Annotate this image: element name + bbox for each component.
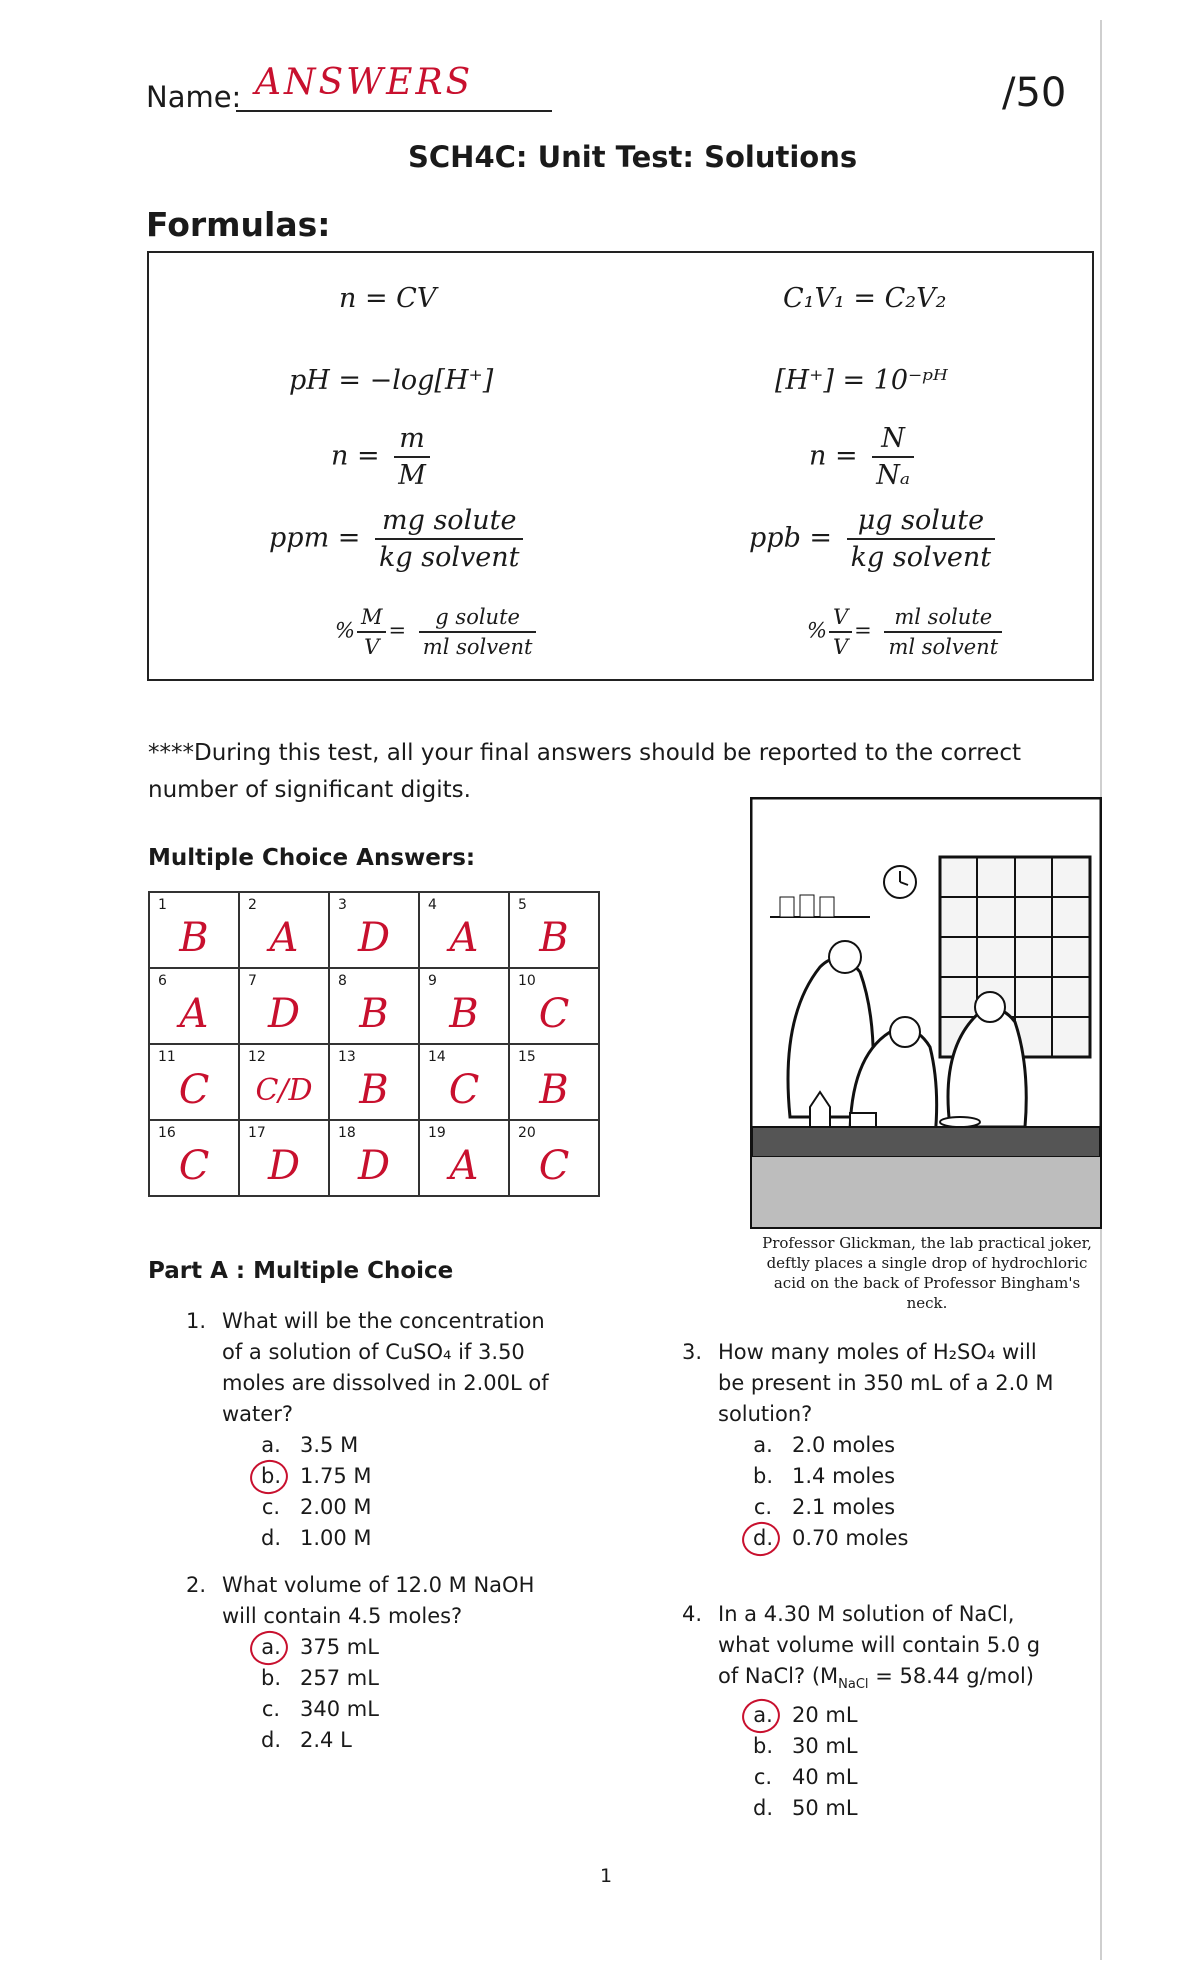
page-number: 1 <box>600 1865 613 1887</box>
grid-cell <box>419 892 509 968</box>
denominator: V <box>364 635 380 659</box>
formula-mass-volume-percent <box>335 605 542 659</box>
grid-cell <box>239 892 329 968</box>
grid-cell <box>509 1120 599 1196</box>
cell-answer: B <box>539 1067 569 1113</box>
formulas-heading: Formulas: <box>146 205 331 244</box>
cell-number: 17 <box>248 1125 266 1141</box>
question-number: 2. <box>186 1573 207 1597</box>
cell-number: 10 <box>518 973 536 989</box>
cell-answer: A <box>449 1143 479 1189</box>
formula-lhs: n = <box>331 440 380 472</box>
option-value: 340 mL <box>300 1697 379 1721</box>
cell-number: 9 <box>428 973 437 989</box>
fraction <box>847 505 995 573</box>
question-number: 4. <box>682 1602 703 1626</box>
denominator: Nₐ <box>876 460 910 491</box>
cell-answer: B <box>449 991 479 1037</box>
cell-answer: D <box>357 1143 391 1189</box>
cell-answer: C <box>178 1143 210 1189</box>
grid-cell <box>509 1044 599 1120</box>
option-value: 257 mL <box>300 1666 379 1690</box>
option-letter: c. <box>261 1495 281 1519</box>
cell-number: 5 <box>518 897 527 913</box>
option-letter: a. <box>753 1703 773 1728</box>
name-handwritten-answer: ANSWERS <box>255 62 474 103</box>
mc-answers-heading: Multiple Choice Answers: <box>148 845 476 871</box>
denominator: kg solvent <box>850 542 992 573</box>
formula-n-particles <box>809 423 920 491</box>
option-letter: d. <box>260 1728 281 1752</box>
formula-ppb <box>749 505 1001 573</box>
cell-number: 4 <box>428 897 437 913</box>
option-letter: b. <box>752 1734 773 1759</box>
option-value: 375 mL <box>300 1635 379 1659</box>
question-2 <box>186 1570 566 1756</box>
fraction <box>872 423 914 491</box>
cell-number: 11 <box>158 1049 176 1065</box>
grid-cell <box>329 1044 419 1120</box>
numerator: m <box>394 423 430 458</box>
cell-number: 2 <box>248 897 257 913</box>
option-letter: c. <box>261 1697 281 1721</box>
question-text-end: = 58.44 g/mol) <box>868 1664 1034 1688</box>
cell-answer: B <box>539 915 569 961</box>
formula-ph: pH = −log[H⁺] <box>289 365 494 396</box>
cell-answer: B <box>359 991 389 1037</box>
option-a <box>748 1700 1062 1731</box>
question-1 <box>186 1306 566 1554</box>
cell-number: 13 <box>338 1049 356 1065</box>
question-text-block <box>186 1306 566 1430</box>
grid-row <box>149 1044 599 1120</box>
sig-figs-note: ****During this test, all your final answers should be reported to the correct number of significant digits. <box>148 740 1022 803</box>
option-value: 3.5 M <box>300 1433 359 1457</box>
formula-ppm <box>269 505 529 573</box>
cell-answer: D <box>267 1143 301 1189</box>
grid-row <box>149 892 599 968</box>
numerator: M <box>357 605 387 633</box>
option-value: 2.4 L <box>300 1728 352 1752</box>
option-letter: d. <box>260 1526 281 1550</box>
formula-dilution: C₁V₁ = C₂V₂ <box>783 283 947 314</box>
formula-lhs: ppm = <box>269 522 361 554</box>
total-score: /50 <box>1002 70 1067 116</box>
option-letter: d. <box>752 1796 773 1821</box>
option-a <box>256 1632 566 1663</box>
option-letter: a. <box>261 1433 281 1457</box>
grid-cell <box>419 1044 509 1120</box>
cell-answer: D <box>357 915 391 961</box>
formula-box <box>147 251 1094 681</box>
fraction <box>419 605 537 659</box>
cell-number: 20 <box>518 1125 536 1141</box>
denominator: V <box>832 635 849 659</box>
cell-number: 3 <box>338 897 347 913</box>
cell-answer: A <box>179 991 209 1037</box>
option-value: 2.00 M <box>300 1495 372 1519</box>
question-text-main: In a 4.30 M solution of NaCl, what volume will contain 5.0 g of NaCl? (M <box>718 1602 1041 1688</box>
cell-answer: C <box>538 991 570 1037</box>
option-value: 1.75 M <box>300 1464 372 1488</box>
option-letter: d. <box>752 1526 773 1550</box>
option-a <box>256 1430 566 1461</box>
answer-options <box>748 1430 1062 1554</box>
grid-cell <box>329 892 419 968</box>
option-value: 20 mL <box>792 1703 858 1728</box>
option-c <box>748 1762 1062 1793</box>
formula-volume-volume-percent <box>807 605 1008 659</box>
option-value: 2.0 moles <box>792 1433 896 1457</box>
fraction <box>829 605 852 659</box>
option-d <box>748 1793 1062 1824</box>
cell-answer: A <box>449 915 479 961</box>
option-letter: c. <box>753 1495 773 1519</box>
option-d <box>256 1725 566 1756</box>
cartoon-caption: Professor Glickman, the lab practical joker, deftly places a single drop of hydrochloric acid on the back of Professor Bingham's neck. <box>762 1234 1092 1312</box>
answer-options <box>256 1632 566 1756</box>
cell-number: 15 <box>518 1049 536 1065</box>
option-letter: c. <box>753 1765 773 1790</box>
option-value: 1.4 moles <box>792 1464 896 1488</box>
cell-number: 7 <box>248 973 257 989</box>
question-text-block <box>186 1570 566 1632</box>
grid-cell <box>239 1120 329 1196</box>
question-text-block <box>682 1599 1062 1700</box>
cell-answer: A <box>269 915 299 961</box>
question-4 <box>682 1599 1062 1824</box>
option-d <box>748 1523 1062 1554</box>
option-b <box>748 1731 1062 1762</box>
cell-number: 14 <box>428 1049 446 1065</box>
option-value: 1.00 M <box>300 1526 372 1550</box>
fraction <box>394 423 430 491</box>
formula-lhs: ppb = <box>749 522 833 554</box>
grid-cell <box>239 1044 329 1120</box>
grid-row <box>149 1120 599 1196</box>
percent-sign: % <box>335 618 355 643</box>
question-text-block <box>682 1337 1062 1430</box>
grid-cell <box>149 892 239 968</box>
equals-sign: = <box>854 618 872 643</box>
option-letter: b. <box>260 1666 281 1690</box>
denominator: kg solvent <box>378 542 520 573</box>
grid-cell <box>419 1120 509 1196</box>
cell-answer: B <box>179 915 209 961</box>
grid-row <box>149 968 599 1044</box>
numerator: g solute <box>419 605 537 633</box>
formula-lhs: n = <box>809 440 858 472</box>
test-title: SCH4C: Unit Test: Solutions <box>408 140 858 174</box>
cell-answer: C <box>178 1067 210 1113</box>
percent-sign: % <box>807 618 827 643</box>
option-value: 40 mL <box>792 1765 858 1790</box>
cell-number: 16 <box>158 1125 176 1141</box>
grid-cell <box>419 968 509 1044</box>
option-letter: b. <box>752 1464 773 1488</box>
lab-cartoon-illustration <box>750 797 1102 1229</box>
option-letter: a. <box>753 1433 773 1457</box>
cell-number: 19 <box>428 1125 446 1141</box>
molar-mass-subscript: NaCl <box>838 1677 869 1693</box>
fraction <box>884 605 1002 659</box>
answer-options <box>748 1700 1062 1824</box>
question-text <box>718 1599 1062 1700</box>
question-text: What volume of 12.0 M NaOH will contain 4.5 moles? <box>222 1573 535 1628</box>
question-3 <box>682 1337 1062 1554</box>
fraction <box>375 505 523 573</box>
cell-number: 1 <box>158 897 167 913</box>
mc-answers-grid <box>148 891 600 1197</box>
option-value: 2.1 moles <box>792 1495 896 1519</box>
grid-cell <box>149 1044 239 1120</box>
name-label: Name: <box>146 80 242 114</box>
grid-cell <box>509 892 599 968</box>
cell-answer: D <box>267 991 301 1037</box>
cell-answer: C <box>538 1143 570 1189</box>
cell-number: 8 <box>338 973 347 989</box>
numerator: mg solute <box>375 505 523 540</box>
option-c <box>256 1492 566 1523</box>
numerator: ml solute <box>884 605 1002 633</box>
grid-cell <box>329 968 419 1044</box>
cell-number: 6 <box>158 973 167 989</box>
formula-n-m-over-molar <box>331 423 436 491</box>
grid-cell <box>329 1120 419 1196</box>
option-c <box>256 1694 566 1725</box>
denominator: M <box>398 460 426 491</box>
option-c <box>748 1492 1062 1523</box>
cell-answer: C/D <box>255 1073 313 1108</box>
formula-h-concentration: [H⁺] = 10⁻ᵖᴴ <box>775 365 948 396</box>
cell-answer: C <box>448 1067 480 1113</box>
question-text: How many moles of H₂SO₄ will be present in 350 mL of a 2.0 M solution? <box>718 1340 1054 1426</box>
numerator: V <box>829 605 852 633</box>
fraction <box>357 605 387 659</box>
option-b <box>748 1461 1062 1492</box>
cell-number: 18 <box>338 1125 356 1141</box>
option-b <box>256 1663 566 1694</box>
cell-number: 12 <box>248 1049 266 1065</box>
answer-options <box>256 1430 566 1554</box>
option-letter: b. <box>260 1464 281 1488</box>
numerator: N <box>872 423 914 458</box>
denominator: ml solvent <box>422 635 533 659</box>
question-number: 3. <box>682 1340 703 1364</box>
option-value: 30 mL <box>792 1734 858 1759</box>
grid-cell <box>149 968 239 1044</box>
question-text: What will be the concentration of a solution of CuSO₄ if 3.50 moles are dissolved in 2.00L of water? <box>222 1309 549 1426</box>
denominator: ml solvent <box>888 635 999 659</box>
part-a-heading: Part A : Multiple Choice <box>148 1258 454 1284</box>
option-b <box>256 1461 566 1492</box>
option-d <box>256 1523 566 1554</box>
numerator: μg solute <box>847 505 995 540</box>
option-letter: a. <box>261 1635 281 1659</box>
name-underline <box>236 110 552 112</box>
option-a <box>748 1430 1062 1461</box>
cell-answer: B <box>359 1067 389 1113</box>
grid-cell <box>509 968 599 1044</box>
grid-cell <box>239 968 329 1044</box>
question-number: 1. <box>186 1309 207 1333</box>
equals-sign: = <box>388 618 407 643</box>
option-value: 0.70 moles <box>792 1526 909 1550</box>
grid-cell <box>149 1120 239 1196</box>
formula-n-cv: n = CV <box>339 283 437 314</box>
option-value: 50 mL <box>792 1796 858 1821</box>
